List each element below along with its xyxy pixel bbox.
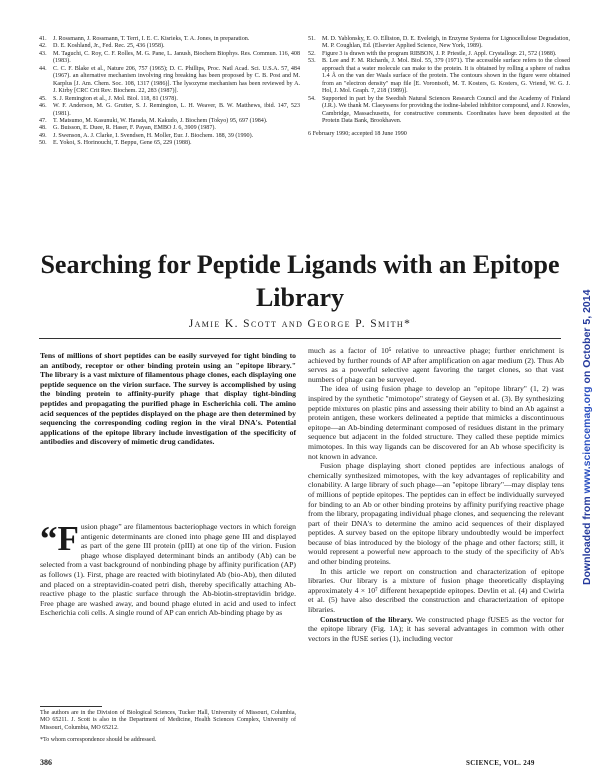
reference-number: 41. xyxy=(39,36,47,42)
body-paragraph: The idea of using fusion phage to develop an "epitope library" (1, 2) was inspired by the synthetic "mimotope" strategy of Geysen et al. (3). By synthesizing peptide mixtures on plastic pins and assessing their ability to bind an Ab against a protein antigen, these workers delineated a peptide that mimicks a discontinuous epitope—an Ab-binding determinant composed of residues distant in the primary sequence but adjacent in the folded structure. They called these peptide mimics mimotopes. In this way ligands can be discovered for an Ab whose specificity is not known in advance. xyxy=(308,384,564,461)
reference-item xyxy=(39,51,300,66)
reference-number: 44. xyxy=(39,65,47,72)
reference-text: Supported in part by the Swedish Natural Sciences Research Council and the Academy of Finland (J.R.). We thank M. Claeyssens for providing the iodine-labeled inhibitor compound, and J. Knowles, Cambridge, Massachusetts, for constructive comments. Coordinates have been deposited at the Protein Data Bank, Brookhaven. xyxy=(322,95,570,124)
reference-text: S. J. Remington et al., J. Mol. Biol. 118, 81 (1978). xyxy=(53,95,178,102)
reference-item xyxy=(308,36,570,51)
intro-text: usion phage” are filamentous bacteriophage vectors in which foreign antigenic determinants are cloned into phage gene III and displayed as part of the gene III protein (pIII) at one tip of the virion. Fusion phage whose displayed determinant binds an antibody (Ab) can be selected from a vast background of nonbinding phage by affinity purification (AP) as follows (1). First, phage are reacted with biotinylated Ab (bio-Ab), then diluted and placed on a streptavidin-coated petri dish, thereby specifically attaching Ab-reactive phage to the plastic surface through the Ab-biotin-streptavidin bridge. Free phage are washed away, and bound phage eluted in acid and used to infect Escherichia coli cells. A single round of AP can enrich Ab-binding phage by as xyxy=(40,522,296,618)
watermark-suffix: on October 5, 2014 xyxy=(581,289,593,387)
received-date: 6 February 1990; accepted 18 June 1990 xyxy=(308,131,407,138)
download-watermark xyxy=(581,205,595,585)
reference-text: J. Rossmann, J. Rossmann, T. Terri, I. E. C. Kisrieks, T. A. Jones, in preparation. xyxy=(53,36,250,42)
reference-item xyxy=(39,103,300,118)
page-number: 386 xyxy=(40,758,52,767)
reference-text: D. E. Koshland, Jr., Fed. Rec. 25, 436 (1958). xyxy=(53,43,165,50)
reference-number: 43. xyxy=(39,50,47,57)
references-right-column xyxy=(308,36,570,139)
reference-number: 53. xyxy=(308,58,316,65)
reference-number: 47. xyxy=(39,117,47,124)
reference-number: 48. xyxy=(39,125,47,132)
reference-number: 42. xyxy=(39,43,47,50)
reference-item xyxy=(39,96,300,103)
reference-number: 45. xyxy=(39,95,47,102)
reference-item xyxy=(308,58,570,95)
footnote-correspondence: *To whom correspondence should be addressed. xyxy=(40,737,157,743)
reference-item xyxy=(39,66,300,96)
reference-text: M. D. Yablonsky, E. O. Elliston, D. E. Eveleigh, in Enzyme Systems for Lignocellulose Degradation, M. P. Coughlan, Ed. (Elsevier Applied Science, New York, 1989). xyxy=(322,36,570,50)
body-paragraph: much as a factor of 10⁵ relative to unreactive phage; further enrichment is achieved by further rounds of AP after amplification on agar medium (2). Thus Ab serves as a powerful selective agent favoring the target clones, so that vast numbers of phage can be surveyed. xyxy=(308,346,564,384)
reference-text: M. Taguchi, C. Roy, C. F. Rolles, M. G. Pane, L. Janush, Biochem Biophys. Res. Commun. 116, 408 (1983). xyxy=(53,50,300,65)
section-paragraph xyxy=(308,615,564,644)
reference-text: B. Lee and F. M. Richards, J. Mol. Biol. 55, 379 (1971). The accessible surface refers to the closed approach that a water molecule can make to the protein. It is obtained by rolling a sphere of radius 1.4 Å on the van der Waals surface of the protein. The contours shown in the figure were obtained from an "electron density" map file [E. Vorontsoft, M. T. Kosters, G. Kosters, G. Vriend, W. G. J. Hol, J. Mol. Graph. 7, 218 (1989)]. xyxy=(322,58,570,95)
reference-number: 50. xyxy=(39,140,47,147)
section-text: We constructed phage fUSE5 as the vector for the epitope library (Fig. 1A); it has several advantages in common with other vectors in the fUSE series (1), including vector xyxy=(308,614,564,643)
references-left-column xyxy=(39,36,300,148)
body-paragraph: Fusion phage displaying short cloned peptides are infectious analogs of chemically synthesized mimotopes, with the key advantages of replicability and clonability. A large library of such phage—an "epitope library"—may display tens of millions of peptide epitopes. The peptides can in effect be individually surveyed for binding to an Ab or other binding proteins by affinity purifying reactive phage from the library, propagating individual phage clones, and sequencing the relevant part of their DNA's to determine the amino acid sequences of their displayed peptides. A survey based on the epitope library undoubtedly would be imperfect because of bias introduced by the biology of the phage and other factors; still, it would represent a powerful new approach to the study of the specificity of Ab's and other binding proteins. xyxy=(308,461,564,567)
intro-paragraph xyxy=(40,519,296,618)
right-column-body xyxy=(308,346,564,643)
reference-number: 52. xyxy=(308,50,316,57)
reference-number: 51. xyxy=(308,36,316,42)
journal-volume: SCIENCE, VOL. 249 xyxy=(466,759,535,767)
abstract: Tens of millions of short peptides can be easily surveyed for tight binding to an antibody, receptor or other binding protein using an "epitope library." The library is a vast mixture of filamentous phage clones, each displaying one peptide sequence on the virion surface. The survey is accomplished by using the binding protein to affinity-purify phage that display tight-binding peptides and propagating the purified phage in Escherichia coli. The amino acid sequences of the peptides displayed on the phage are then determined by sequencing the corresponding coding region in the viral DNA's. Potential applications of the epitope library include investigation of the specificity of antibodies and discovery of mimetic drug candidates. xyxy=(40,351,296,447)
reference-text: Figure 3 is drawn with the program RIBBON, J. P. Priestle, J. Appl. Crystallogr. 21, 572 (1988). xyxy=(322,50,557,57)
reference-item xyxy=(39,140,300,147)
watermark-prefix: Downloaded from xyxy=(581,493,593,585)
reference-text: J. Swenson, A. J. Clarke, I. Svendsen, H. Moller, Eur. J. Biochem. 188, 39 (1990). xyxy=(53,132,254,139)
reference-item xyxy=(308,96,570,126)
reference-text: E. Yokoi, S. Horinouchi, T. Beppu, Gene 65, 229 (1988). xyxy=(53,140,192,147)
article-title: Searching for Peptide Ligands with an Epitope Library xyxy=(40,250,560,312)
drop-cap: “F xyxy=(40,519,79,558)
reference-number: 49. xyxy=(39,132,47,139)
reference-text: G. Buisson, E. Duee, R. Haser, F. Payan, EMBO J. 6, 3909 (1987). xyxy=(53,125,216,132)
watermark-link[interactable]: www.sciencemag.org xyxy=(581,386,593,494)
reference-number: 54. xyxy=(308,95,316,102)
article-authors: Jamie K. Scott and George P. Smith* xyxy=(188,318,412,330)
reference-text: C. C. F. Blake et al., Nature 206, 757 (1965); D. C. Phillips, Proc. Natl Acad. Sci. U.S.A. 57, 484 (1967). an alternative mechanism involving ring breaking has been proposed by C. B. Post and M. Karplus [J. Am. Chem. Soc. 108, 1317 (1986)]. The lysozyme mechanism has been reviewed by A. J. Kirby [CRC Crit Rev. Biochem. 22, 283 (1987)]. xyxy=(53,65,300,95)
reference-item xyxy=(39,125,300,132)
footnote-divider xyxy=(40,706,102,707)
title-divider xyxy=(39,338,561,339)
reference-text: T. Matsumo, M. Kasunuki, W. Harada, M. Kakudo, J. Biochem (Tokyo) 95, 697 (1984). xyxy=(53,117,268,124)
section-heading-construction: Construction of the library. xyxy=(320,614,413,624)
reference-item xyxy=(39,43,300,50)
references-right-list xyxy=(308,36,570,125)
reference-number: 46. xyxy=(39,103,47,110)
footnote-affiliation: The authors are in the Division of Biological Sciences, Tucker Hall, University of Missouri, Columbia, MO 65211. J. Scott is also in the Department of Medicine, Health Sciences Complex, University of Missouri, Columbia, MO 65212. xyxy=(40,710,296,731)
reference-text: W. F. Anderson, M. G. Grutter, S. J. Remington, L. H. Weaver, B. W. Matthews, ibid. 147, 523 (1981). xyxy=(53,103,300,117)
body-paragraph: In this article we report on construction and characterization of epitope libraries. Our library is a mixture of fusion phage theoretically displaying approximately 4 × 10⁷ different hexapeptide epitopes. Devlin et al. (4) and Cwirla et al. (5) have also described the construction and characterization of epitope libraries. xyxy=(308,566,564,615)
